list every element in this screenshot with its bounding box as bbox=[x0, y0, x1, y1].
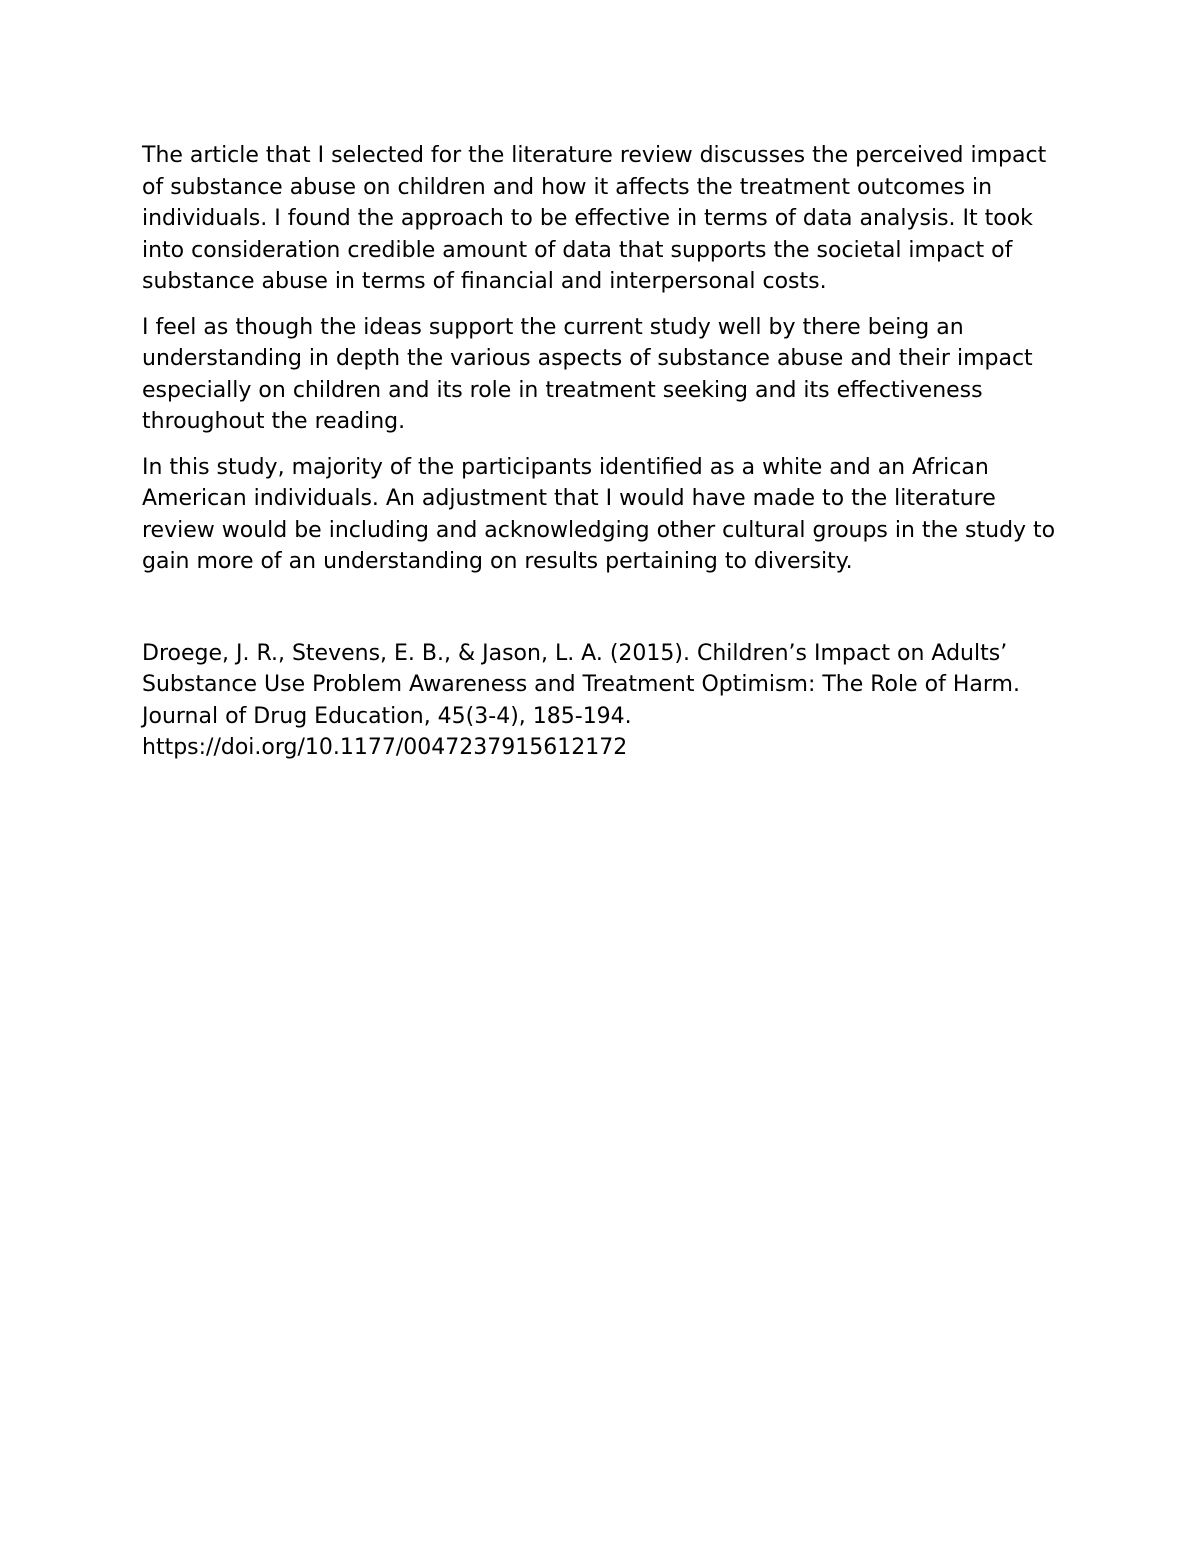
paragraph-2: I feel as though the ideas support the current study well by there being an understanding in depth the various aspects of substance abuse and their impact especially on children and its role in treatment seeking and its effectiveness throughout the reading. bbox=[142, 314, 1033, 434]
blank-line bbox=[142, 592, 1067, 638]
reference-doi: https://doi.org/10.1177/0047237915612172 bbox=[142, 735, 628, 760]
reference-citation: Droege, J. R., Stevens, E. B., & Jason, L. A. (2015). Children’s Impact on Adults’ Substance Use Problem Awareness and Treatment Optimism: The Role of Harm. Journal of Drug Education, 45(3-4), 185-194. bbox=[142, 640, 1020, 729]
reference-entry bbox=[142, 638, 1067, 764]
paragraph-3: In this study, majority of the participants identified as a white and an African American individuals. An adjustment that I would have made to the literature review would be including and acknowledging other cultural groups in the study to gain more of an understanding on results pertaining to diversity. bbox=[142, 454, 1056, 574]
document-body bbox=[142, 140, 1067, 764]
paragraph-1: The article that I selected for the literature review discusses the perceived impact of substance abuse on children and how it affects the treatment outcomes in individuals. I found the approach to be effective in terms of data analysis. It took into consideration credible amount of data that supports the societal impact of substance abuse in terms of financial and interpersonal costs. bbox=[142, 143, 1047, 294]
